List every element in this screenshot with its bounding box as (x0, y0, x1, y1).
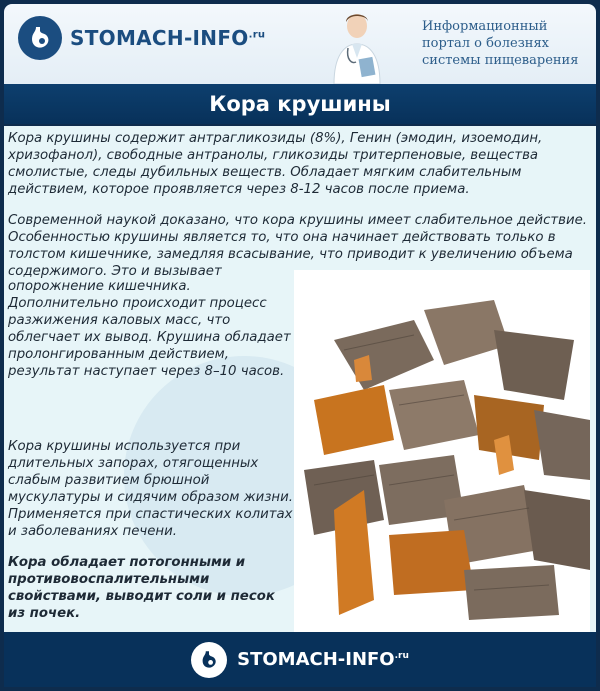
footer-logo-name: STOMACH-INFO (237, 649, 395, 670)
footer (4, 632, 596, 687)
paragraph-composition: Кора крушины содержит антрагликозиды (8%), Генин (эмодин, изоемодин, хризофанол), свободные антранолы, гликозиды тритерпеновые, вещества смолистые, следы дубильных веществ. Обладает мягким слабительным действием, которое проявляется через 8-12 часов после приема. (8, 131, 543, 197)
site-logo[interactable] (18, 16, 265, 60)
footer-logo-suffix: .ru (394, 651, 409, 661)
paragraph-properties: Кора обладает потогонными и противовоспалительными свойствами, выводит соли и песок из почек. (8, 555, 275, 621)
footer-stomach-icon (191, 642, 227, 678)
content-area (4, 126, 596, 632)
title-band (4, 84, 596, 124)
page-title: Кора крушины (209, 92, 391, 116)
site-tagline: Информационный портал о болезнях системы пищеварения (422, 19, 579, 68)
logo-text (70, 26, 265, 50)
logo-name: STOMACH-INFO (70, 26, 249, 50)
doctor-illustration (322, 8, 392, 84)
paragraph-action-continued: опорожнение кишечника. Дополнительно происходит процесс разжижения каловых масс, что облегчает их вывод. Крушина обладает пролонгированным действием, результат наступает через 8–10 часов. (8, 279, 291, 379)
logo-suffix: .ru (248, 29, 266, 41)
paragraph-action: Современной наукой доказано, что кора крушины имеет слабительное действие. Особенностью крушины является то, что она начинает действовать только в толстом кишечнике, замедляя всасывание, что приводит к увеличению объема содержимого. Это и вызывает (8, 213, 588, 279)
footer-logo[interactable] (237, 649, 409, 670)
buckthorn-bark-photo (294, 270, 590, 632)
header (4, 4, 596, 84)
paragraph-usage: Кора крушины используется при длительных запорах, отягощенных слабым развитием брюшной мускулатуры и сидячим образом жизни. Применяется при спастических колитах и заболеваниях печени. (8, 439, 293, 539)
stomach-icon (18, 16, 62, 60)
